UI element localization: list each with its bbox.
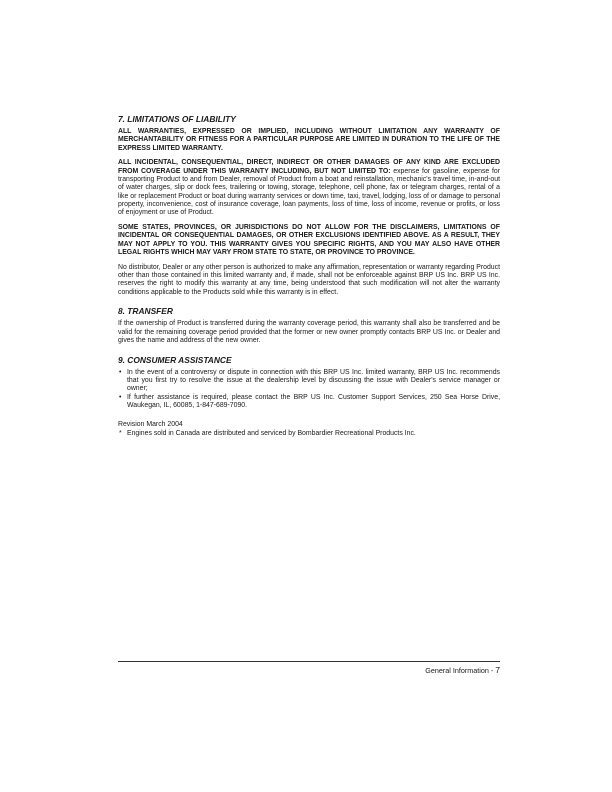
damages-exclusion-details: expense for gasoline, expense for transporting Product to and from Dealer, removal of Product from a boat and reinstallation, mechanic's travel time, in-and-out of water charges, slip or dock fees, trailering or towing, storage, telephone, cell phone, fax or telegram charges, rental of a like or replacement Product or boat during warranty services or down time, taxi, travel, lodging, loss of or damage to personal property, inconvenience, cost of insurance coverage, loan payments, loss of time, loss of income, revenue or profits, or loss of enjoyment or use of Product. (118, 167, 501, 217)
bullet-icon: • (119, 368, 122, 376)
revision-note: Revision March 2004 (118, 420, 183, 428)
list-item-text: If further assistance is required, please contact the BRP US Inc. Customer Support Services, 250 Sea Horse Drive, Waukegan, IL, 60085, 1-847-689-7090. (127, 394, 500, 410)
bullet-icon: • (119, 394, 122, 402)
warranty-limitation-paragraph: ALL WARRANTIES, EXPRESSED OR IMPLIED, INCLUDING WITHOUT LIMITATION ANY WARRANTY OF MERCHANTABILITY OR FITNESS FOR A PARTICULAR PURPOSE ARE LIMITED IN DURATION TO THE LIFE OF THE EXPRESS LIMITED WARRANTY. (118, 128, 500, 152)
jurisdiction-disclaimer-paragraph: SOME STATES, PROVINCES, OR JURISDICTIONS DO NOT ALLOW FOR THE DISCLAIMERS, LIMITATIONS OF INCIDENTAL OR CONSEQUENTIAL DAMAGES, OR OTHER EXCLUSIONS IDENTIFIED ABOVE. AS A RESULT, THEY MAY NOT APPLY TO YOU. THIS WARRANTY GIVES YOU SPECIFIC RIGHTS, AND YOU MAY ALSO HAVE OTHER LEGAL RIGHTS WHICH MAY VARY FROM STATE TO STATE, OR PROVINCE TO PROVINCE. (118, 223, 500, 256)
list-item-text: In the event of a controversy or dispute in connection with this BRP US Inc. limited warranty, BRP US Inc. recommends that you first try to resolve the issue at the dealership level by discussing the issue with Dealer's service manager or owner; (127, 368, 500, 393)
consumer-assistance-list (118, 369, 500, 411)
page-footer (425, 666, 500, 675)
transfer-paragraph: If the ownership of Product is transferred during the warranty coverage period, this warranty shall also be transferred and be valid for the remaining coverage period provided that the former or new owner promptly contacts BRP US Inc. or Dealer and gives the name and address of the new owner. (118, 320, 500, 344)
list-item (118, 369, 500, 394)
list-item (118, 394, 500, 411)
section-7-title: 7. LIMITATIONS OF LIABILITY (118, 114, 236, 124)
footnote-text: Engines sold in Canada are distributed and serviced by Bombardier Recreational Products Inc. (127, 429, 416, 437)
footer-label: General Information - (425, 666, 496, 675)
asterisk-icon: * (119, 429, 122, 437)
section-9-title: 9. CONSUMER ASSISTANCE (118, 354, 232, 365)
footer-divider (118, 661, 500, 662)
warranty-content (118, 114, 500, 438)
damages-exclusion-heading: ALL INCIDENTAL, CONSEQUENTIAL, DIRECT, INDIRECT OR OTHER DAMAGES OF ANY KIND ARE EXCLUDED FROM COVERAGE UNDER THIS WARRANTY INCLUDING, BUT NOT LIMITED TO: (118, 159, 500, 175)
section-8-title: 8. TRANSFER (118, 306, 173, 317)
damages-exclusion-paragraph (118, 159, 500, 217)
page-number: 7 (495, 665, 500, 675)
distributor-authorization-paragraph: No distributor, Dealer or any other person is authorized to make any affirmation, representation or warranty regarding Product other than those contained in this limited warranty and, if made, shall not be enforceable against BRP US Inc. BRP US Inc. reserves the right to modify this warranty at any time, being understood that such modification will not alter the warranty conditions applicable to the Products sold while this warranty is in effect. (118, 263, 500, 296)
footnote (118, 430, 500, 438)
